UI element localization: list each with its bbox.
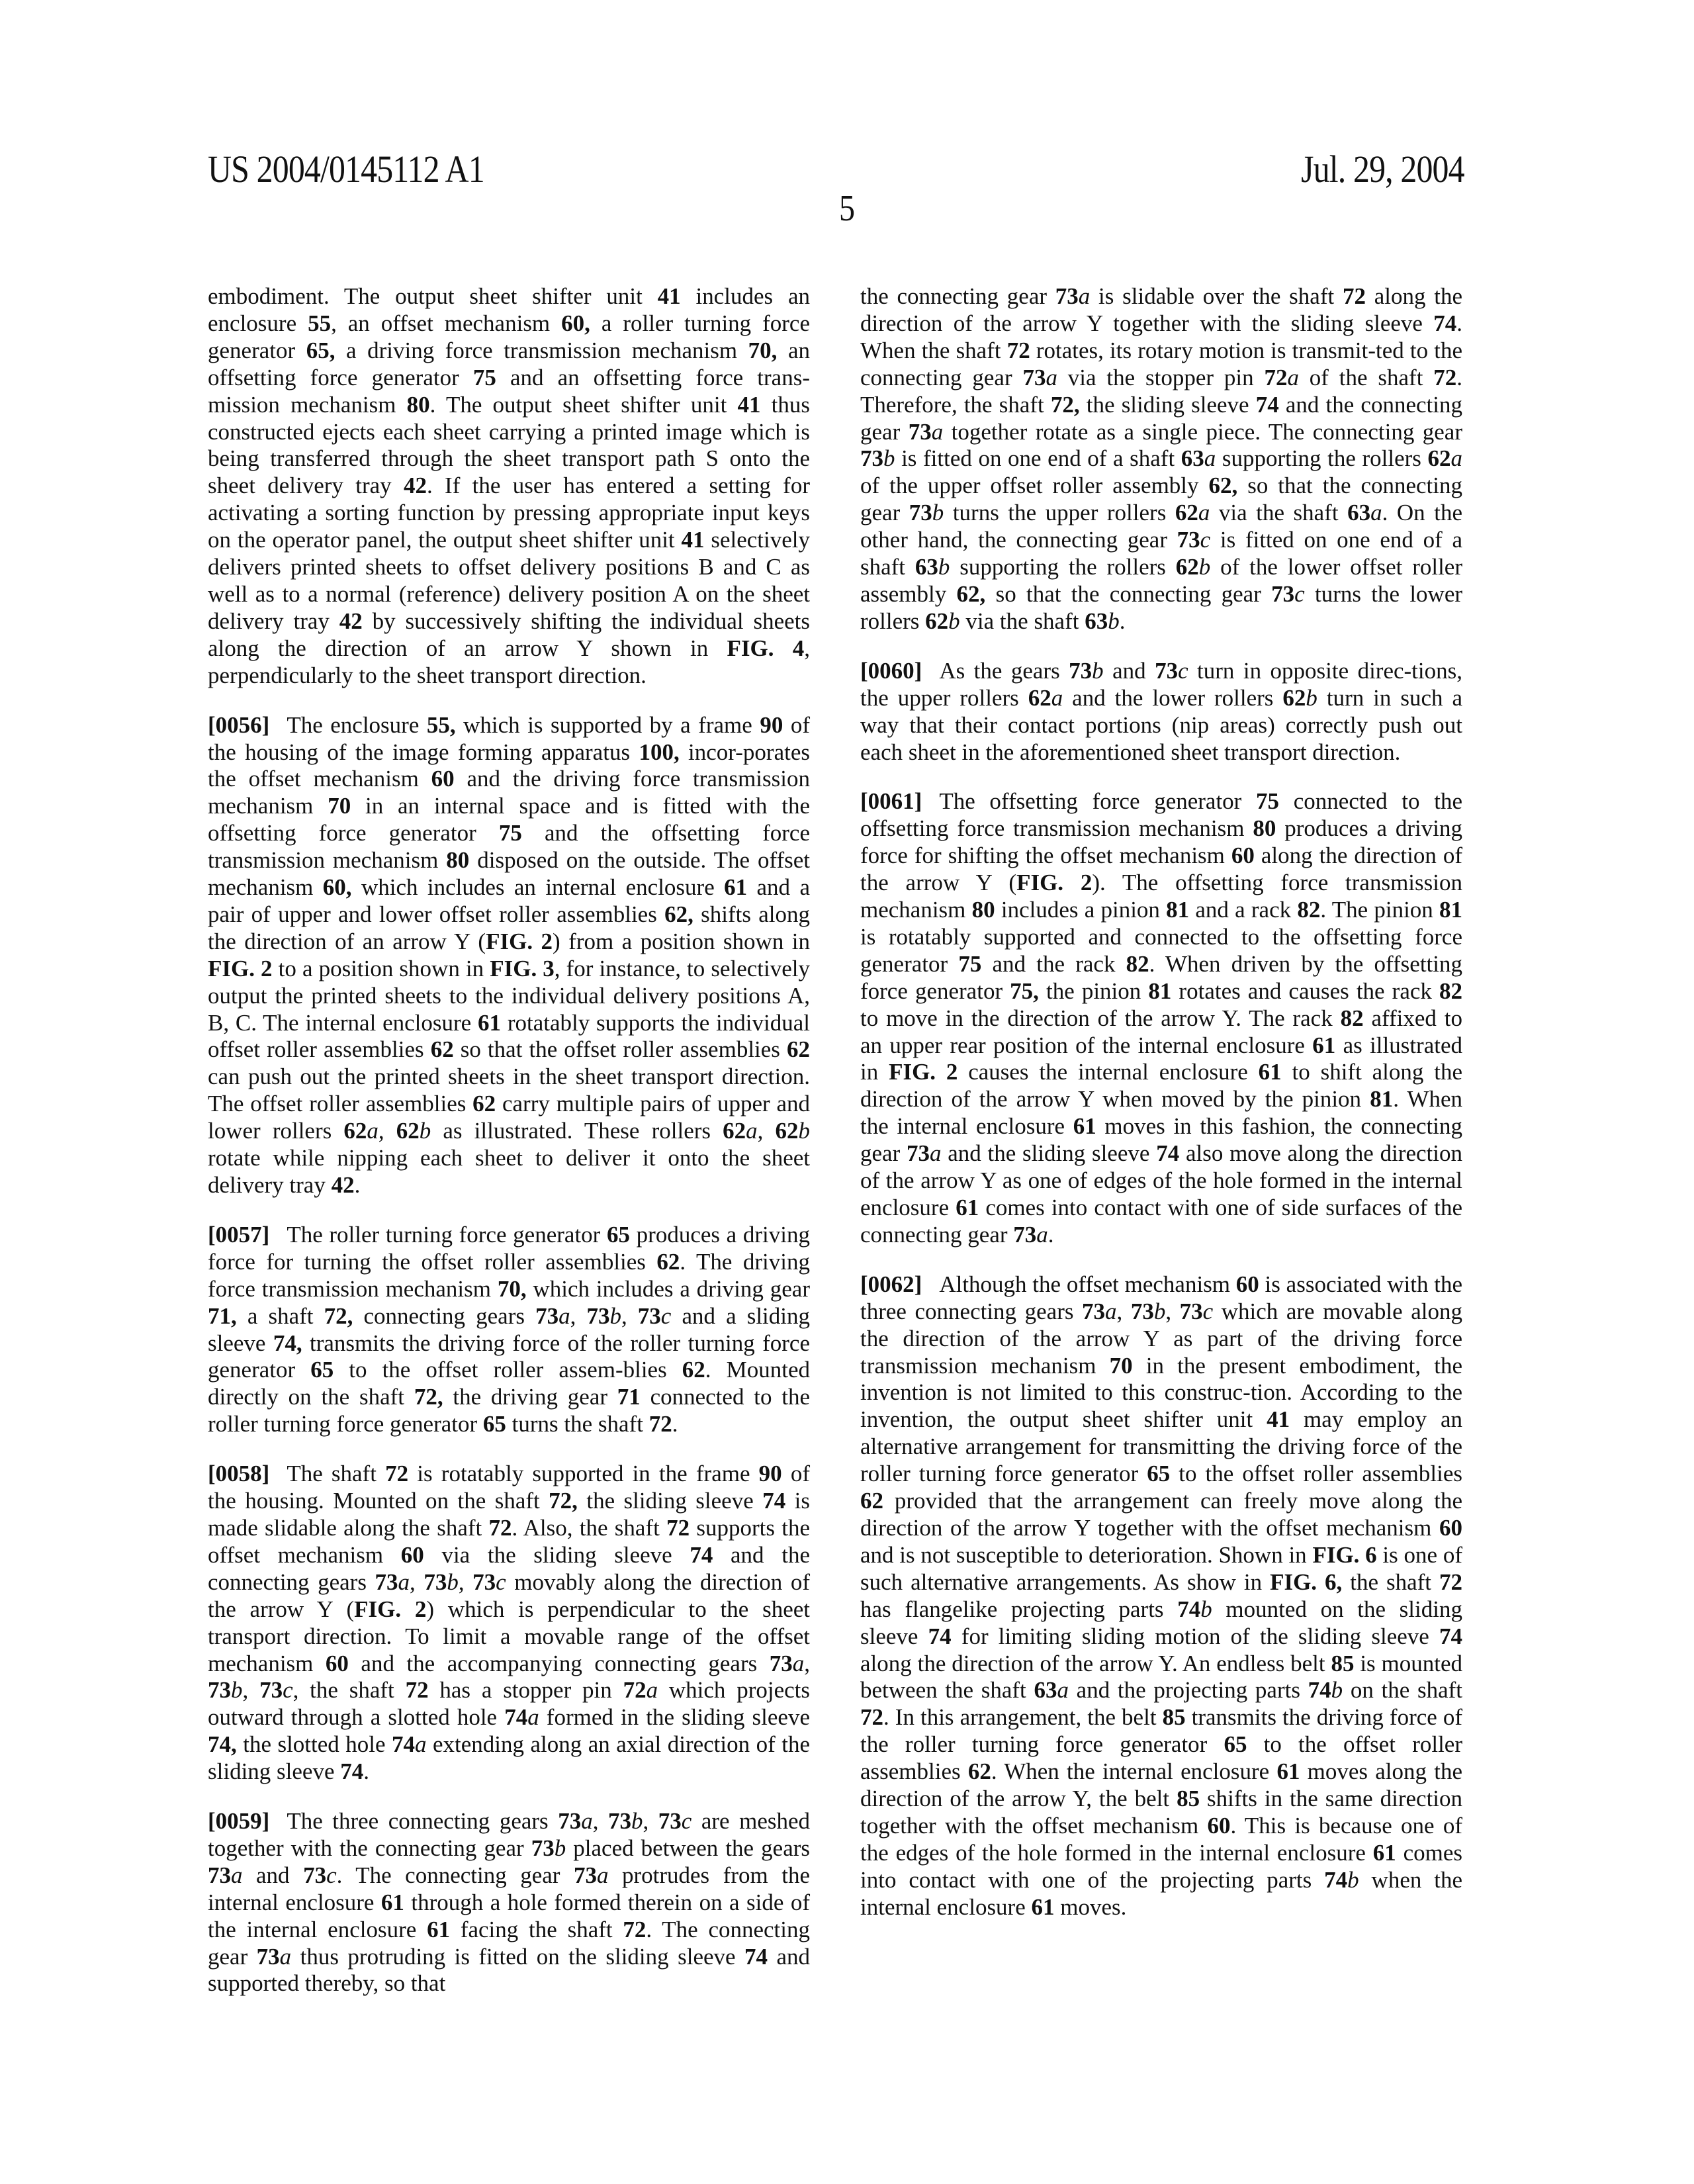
paragraph-0062 (860, 1271, 1462, 1921)
paragraph-text: The roller turning force generator 65 produces a driving force for turning the offset roller assemblies 62. The driving force transmission mechanism 70, which includes a driving gear 71, a shaft 72, connecting gears 73a, 73b, 73c and a sliding sleeve 74, transmits the driving force of the roller turning force generator 65 to the offset roller assem-blies 62. Mounted directly on the shaft 72, the driving gear 71 connected to the roller turning force generator 65 turns the shaft 72. (208, 1221, 811, 1437)
paragraph-text: The shaft 72 is rotatably supported in the frame 90 of the housing. Mounted on the shaft 72, the sliding sleeve 74 is made slidable along the shaft 72. Also, the shaft 72 supports the offset mechanism 60 via the sliding sleeve 74 and the connecting gears 73a, 73b, 73c movably along the direction of the arrow Y (FIG. 2) which is perpendicular to the sheet transport direction. To limit a movable range of the offset mechanism 60 and the accompanying connecting gears 73a, 73b, 73c, the shaft 72 has a stopper pin 72a which projects outward through a slotted hole 74a formed in the sliding sleeve 74, the slotted hole 74a extending along an axial direction of the sliding sleeve 74. (208, 1461, 811, 1785)
paragraph-number: [0060] (860, 657, 922, 684)
paragraph-continuation (208, 283, 810, 690)
paragraph-0058 (208, 1461, 810, 1786)
page-number: 5 (838, 188, 856, 229)
paragraph-0061 (860, 788, 1462, 1248)
paragraph-text: embodiment. The output sheet shifter unit 41 includes an enclosure 55, an offset mechanism 60, a roller turning force generator 65, a driving force transmission mechanism 70, an offsetting force generator 75 and an offsetting force trans-mission mechanism 80. The output sheet shifter unit 41 thus constructed ejects each sheet carrying a printed image which is being transferred through the sheet transport path S onto the sheet delivery tray 42. If the user has entered a setting for activating a sorting function by pressing appropriate input keys on the operator panel, the output sheet shifter unit 41 selectively delivers printed sheets to offset delivery positions B and C as well as to a normal (reference) delivery position A on the sheet delivery tray 42 by successively shifting the individual sheets along the direction of an arrow Y shown in FIG. 4, perpendicularly to the sheet transport direction. (208, 283, 811, 688)
paragraph-number: [0062] (860, 1271, 922, 1297)
paragraph-number: [0057] (208, 1221, 270, 1248)
paragraph-number: [0058] (208, 1461, 270, 1487)
paragraph-0056 (208, 712, 810, 1199)
paragraph-text: As the gears 73b and 73c turn in opposite direc-tions, the upper rollers 62a and the lower rollers 62b turn in such a way that their contact portions (nip areas) correctly push out each sheet in the aforementioned sheet transport direction. (860, 657, 1462, 765)
right-column (860, 283, 1462, 1944)
paragraph-number: [0059] (208, 1808, 270, 1835)
paragraph-text: Although the offset mechanism 60 is associated with the three connecting gears 73a, 73b, 73c which are movable along the direction of the arrow Y as part of the driving force transmission mechanism 70 in the present embodiment, the invention is not limited to this construc-tion. According to the invention, the output sheet shifter unit 41 may employ an alternative arrangement for transmitting the driving force of the roller turning force generator 65 to the offset roller assemblies 62 provided that the arrangement can freely move along the direction of the arrow Y together with the offset mechanism 60 and is not susceptible to deterioration. Shown in FIG. 6 is one of such alternative arrangements. As show in FIG. 6, the shaft 72 has flangelike projecting parts 74b mounted on the sliding sleeve 74 for limiting sliding motion of the sliding sleeve 74 along the direction of the arrow Y. An endless belt 85 is mounted between the shaft 63a and the projecting parts 74b on the shaft 72. In this arrangement, the belt 85 transmits the driving force of the roller turning force generator 65 to the offset roller assemblies 62. When the internal enclosure 61 moves along the direction of the arrow Y, the belt 85 shifts in the same direction together with the offset mechanism 60. This is because one of the edges of the hole formed in the internal enclosure 61 comes into contact with one of the projecting parts 74b when the internal enclosure 61 moves. (860, 1271, 1463, 1920)
paragraph-text: the connecting gear 73a is slidable over the shaft 72 along the direction of the arrow Y together with the sliding sleeve 74. When the shaft 72 rotates, its rotary motion is transmit-ted to the connecting gear 73a via the stopper pin 72a of the shaft 72. Therefore, the shaft 72, the sliding sleeve 74 and the connecting gear 73a together rotate as a single piece. The connecting gear 73b is fitted on one end of a shaft 63a supporting the rollers 62a of the upper offset roller assembly 62, so that the connecting gear 73b turns the upper rollers 62a via the shaft 63a. On the other hand, the connecting gear 73c is fitted on one end of a shaft 63b supporting the rollers 62b of the lower offset roller assembly 62, so that the connecting gear 73c turns the lower rollers 62b via the shaft 63b. (860, 283, 1463, 634)
paragraph-text: The three connecting gears 73a, 73b, 73c are meshed together with the connecting gear 73b placed between the gears 73a and 73c. The connecting gear 73a protrudes from the internal enclosure 61 through a hole formed therein on a side of the internal enclosure 61 facing the shaft 72. The connecting gear 73a thus protruding is fitted on the sliding sleeve 74 and supported thereby, so that (208, 1808, 811, 1997)
paragraph-0057 (208, 1222, 810, 1438)
paragraph-continuation (860, 283, 1462, 635)
left-column (208, 283, 810, 2020)
publication-number: US 2004/0145112 A1 (208, 148, 484, 191)
paragraph-0059 (208, 1808, 810, 1997)
paragraph-text: The offsetting force generator 75 connected to the offsetting force transmission mechanism 80 produces a driving force for shifting the offset mechanism 60 along the direction of the arrow Y (FIG. 2). The offsetting force transmission mechanism 80 includes a pinion 81 and a rack 82. The pinion 81 is rotatably supported and connected to the offsetting force generator 75 and the rack 82. When driven by the offsetting force generator 75, the pinion 81 rotates and causes the rack 82 to move in the direction of the arrow Y. The rack 82 affixed to an upper rear position of the internal enclosure 61 as illustrated in FIG. 2 causes the internal enclosure 61 to shift along the direction of the arrow Y when moved by the pinion 81. When the internal enclosure 61 moves in this fashion, the connecting gear 73a and the sliding sleeve 74 also move along the direction of the arrow Y as one of edges of the hole formed in the internal enclosure 61 comes into contact with one of side surfaces of the connecting gear 73a. (860, 788, 1463, 1248)
paragraph-number: [0061] (860, 788, 922, 815)
paragraph-text: The enclosure 55, which is supported by a frame 90 of the housing of the image forming apparatus 100, incor-porates the offset mechanism 60 and the driving force transmission mechanism 70 in an internal space and is fitted with the offsetting force generator 75 and the offsetting force transmission mechanism 80 disposed on the outside. The offset mechanism 60, which includes an internal enclosure 61 and a pair of upper and lower offset roller assemblies 62, shifts along the direction of an arrow Y (FIG. 2) from a position shown in FIG. 2 to a position shown in FIG. 3, for instance, to selectively output the printed sheets to the individual delivery positions A, B, C. The internal enclosure 61 rotatably supports the individual offset roller assemblies 62 so that the offset roller assemblies 62 can push out the printed sheets in the sheet transport direction. The offset roller assemblies 62 carry multiple pairs of upper and lower rollers 62a, 62b as illustrated. These rollers 62a, 62b rotate while nipping each sheet to deliver it onto the sheet delivery tray 42. (208, 711, 811, 1198)
paragraph-number: [0056] (208, 711, 270, 738)
paragraph-0060 (860, 658, 1462, 766)
publication-date: Jul. 29, 2004 (1301, 148, 1464, 191)
